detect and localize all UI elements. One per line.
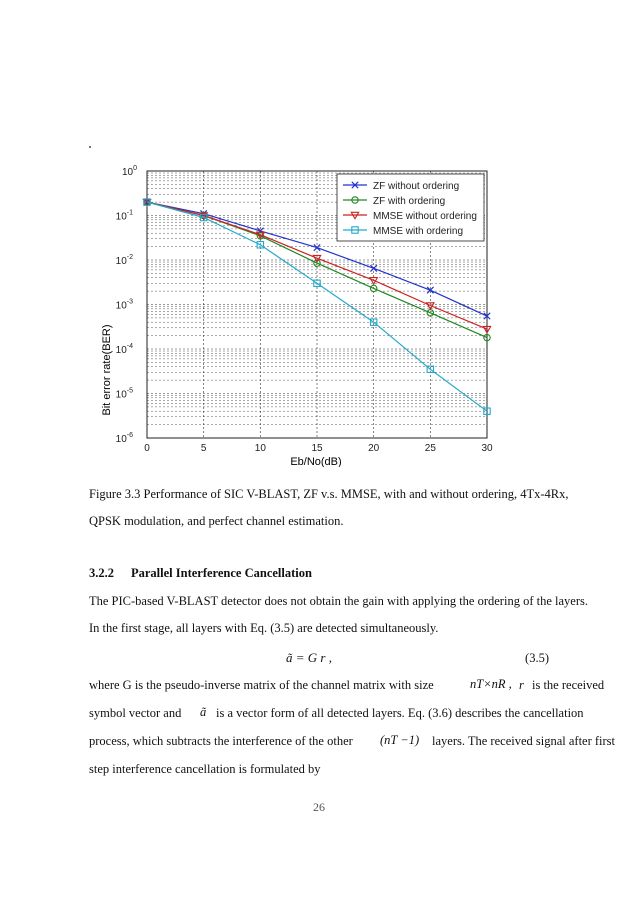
- body-line-6: step interference cancellation is formulated by: [89, 762, 321, 776]
- y-tick-label: $10^{-3}$: [115, 298, 133, 312]
- equation-number: (3.5): [525, 651, 549, 665]
- x-tick-label: 0: [144, 443, 150, 454]
- symbol-a-tilde: ã: [200, 705, 207, 719]
- chart-legend: [337, 174, 484, 241]
- y-axis-label: Bit error rate(BER): [101, 324, 113, 416]
- legend-label: ZF with ordering: [373, 196, 446, 207]
- figure-caption-line-1: Figure 3.3 Performance of SIC V-BLAST, ZF v.s. MMSE, with and without ordering, 4Tx-4Rx,: [89, 487, 569, 501]
- y-tick-label: $10^{-1}$: [115, 209, 133, 223]
- section-number: 3.2.2: [89, 566, 114, 580]
- x-tick-label: 25: [424, 443, 436, 454]
- body-line-2: In the first stage, all layers with Eq. (3.5) are detected simultaneously.: [89, 621, 439, 635]
- equation-3-5: ã = G r ,: [286, 650, 332, 665]
- legend-label: ZF without ordering: [373, 181, 460, 192]
- x-tick-label: 15: [311, 443, 323, 454]
- x-tick-label: 20: [368, 443, 380, 454]
- size-expression: nT×nR ,: [470, 677, 512, 691]
- legend-label: MMSE with ordering: [373, 226, 464, 237]
- body-line-5-end: layers. The received signal after first: [432, 734, 616, 748]
- x-tick-label: 10: [254, 443, 266, 454]
- scan-dot: [89, 146, 91, 148]
- section-title: Parallel Interference Cancellation: [131, 566, 312, 580]
- y-tick-label: $10^{-4}$: [115, 343, 133, 356]
- x-tick-label: 30: [481, 443, 493, 454]
- x-tick-label: 5: [200, 443, 207, 454]
- body-line-5-start: process, which subtracts the interference of the other: [89, 734, 353, 748]
- x-axis-label: Eb/No(dB): [290, 456, 342, 467]
- symbol-r: r: [519, 678, 524, 692]
- body-line-3-end: is the received: [532, 678, 605, 692]
- ber-chart: [100, 152, 505, 467]
- y-tick-label: $10^{-2}$: [115, 254, 133, 267]
- y-tick-label: $10^{-6}$: [115, 432, 133, 445]
- y-tick-label: $10^{-5}$: [115, 387, 133, 401]
- figure-caption-line-2: QPSK modulation, and perfect channel estimation.: [89, 514, 344, 528]
- y-tick-label: $10^0$: [121, 165, 137, 178]
- body-line-1: The PIC-based V-BLAST detector does not obtain the gain with applying the ordering of the layers.: [89, 594, 588, 608]
- body-line-4-end: is a vector form of all detected layers. Eq. (3.6) describes the cancellation: [216, 706, 584, 720]
- layers-expression: (nT −1): [380, 733, 420, 747]
- body-line-3-start: where G is the pseudo-inverse matrix of the channel matrix with size: [89, 678, 434, 692]
- body-line-4-start: symbol vector and: [89, 706, 182, 720]
- page-number: 26: [313, 800, 325, 814]
- legend-label: MMSE without ordering: [373, 211, 477, 222]
